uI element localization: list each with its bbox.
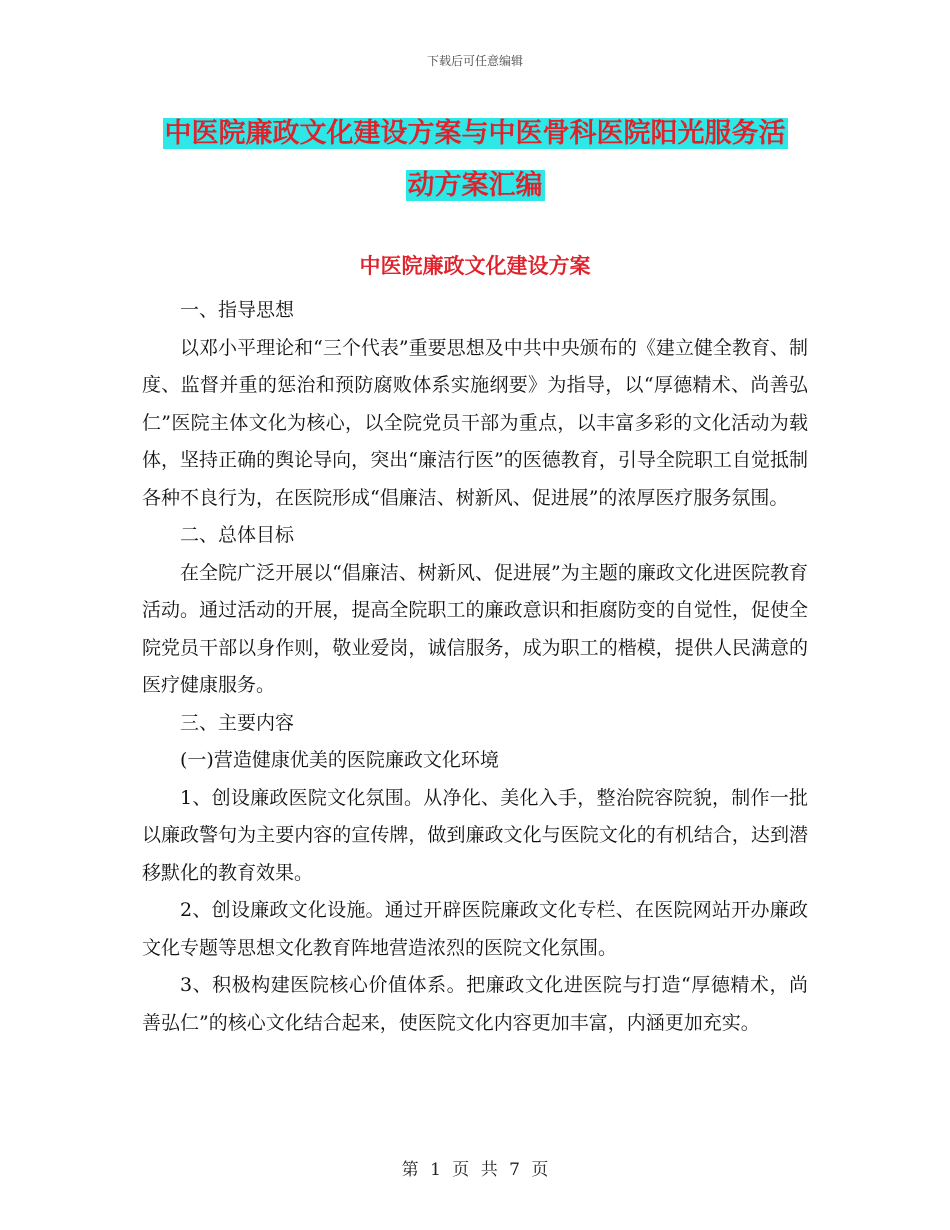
paragraph: 3、积极构建医院核心价值体系。把廉政文化进医院与打造“厚德精术，尚善弘仁”的核心文化结合起来，使医院文化内容更加丰富，内涵更加充实。	[142, 974, 808, 1034]
heading-guiding-thought: 一、指导思想	[180, 299, 295, 321]
subheading: (一)营造健康优美的医院廉政文化环境	[180, 749, 499, 771]
heading-overall-goal: 二、总体目标	[180, 524, 295, 546]
document-title	[142, 108, 808, 212]
paragraph: 以邓小平理论和“三个代表”重要思想及中共中央颁布的《建立健全教育、制度、监督并重的惩治和预防腐败体系实施纲要》为指导，以“厚德精术、尚善弘仁”医院主体文化为核心，以全院党员干部为重点，以丰富多彩的文化活动为载体，坚持正确的舆论导向，突出“廉洁行医”的医德教育，引导全院职工自觉抵制各种不良行为，在医院形成“倡廉洁、树新风、促进展”的浓厚医疗服务氛围。	[142, 336, 808, 509]
paragraph: 2、创设廉政文化设施。通过开辟医院廉政文化专栏、在医院网站开办廉政文化专题等思想文化教育阵地营造浓烈的医院文化氛围。	[142, 899, 808, 959]
paragraph: 在全院广泛开展以“倡廉洁、树新风、促进展”为主题的廉政文化进医院教育活动。通过活动的开展，提高全院职工的廉政意识和拒腐防变的自觉性，促使全院党员干部以身作则，敬业爱岗，诚信服务，成为职工的楷模，提供人民满意的医疗健康服务。	[142, 561, 808, 696]
paragraph: 1、创设廉政医院文化氛围。从净化、美化入手，整治院容院貌，制作一批以廉政警句为主要内容的宣传牌，做到廉政文化与医院文化的有机结合，达到潜移默化的教育效果。	[142, 786, 808, 884]
document-body	[142, 292, 808, 1042]
document-title-line-2: 动方案汇编	[407, 170, 543, 201]
heading-main-content: 三、主要内容	[180, 711, 295, 734]
page-header-note: 下载后可任意编辑	[426, 54, 523, 68]
document-title-line-1: 中医院廉政文化建设方案与中医骨科医院阳光服务活	[164, 118, 786, 149]
section-title: 中医院廉政文化建设方案	[359, 253, 591, 278]
page-number-footer: 第 1 页 共 7 页	[401, 1160, 549, 1180]
